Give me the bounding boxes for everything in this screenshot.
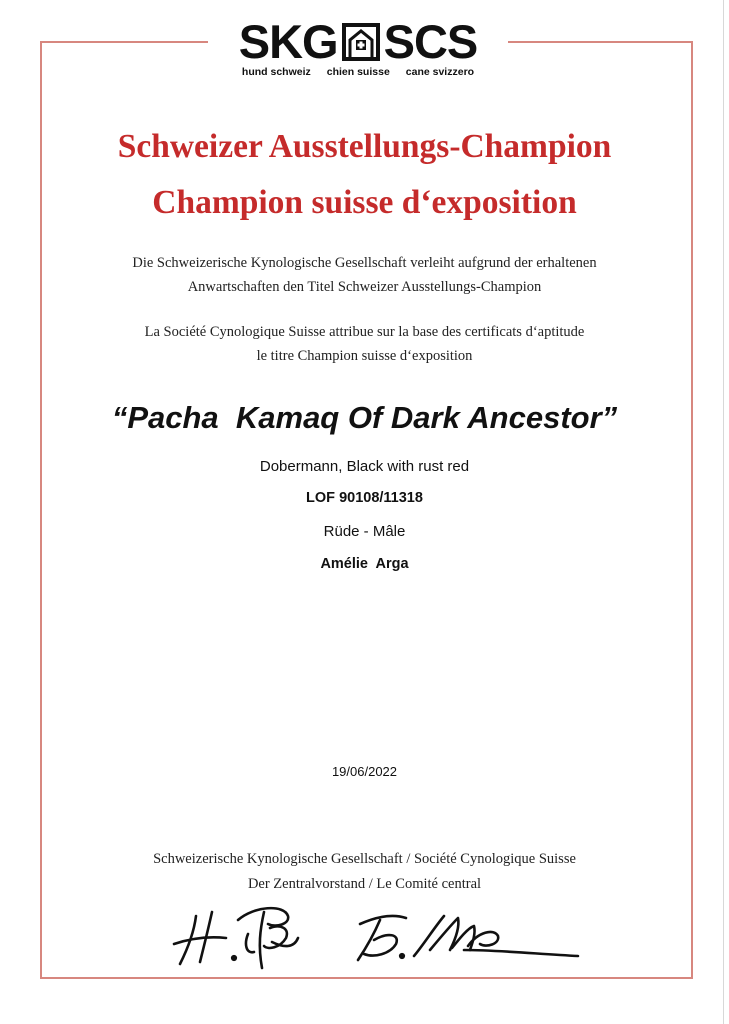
skg-scs-logo: [208, 15, 508, 84]
signatures: [168, 898, 588, 976]
paragraph-german-line: Anwartschaften den Titel Schweizer Ausstellungs-Champion: [187, 279, 542, 295]
logo-skg-text: SKG: [238, 15, 338, 68]
dog-registration: LOF 90108/11318: [306, 490, 423, 506]
dog-name: “Pacha Kamaq Of Dark Ancestor”: [111, 400, 618, 435]
signature-left: [174, 908, 298, 968]
issue-date: 19/06/2022: [331, 764, 398, 779]
paragraph-french: [0, 320, 729, 368]
signature-right: [358, 916, 578, 960]
dog-sex: Rüde - Mâle: [323, 523, 406, 540]
logo-sub-french: chien suisse: [326, 66, 390, 78]
dog-breed: Dobermann, Black with rust red: [259, 458, 470, 475]
title-german: Schweizer Ausstellungs-Champion: [117, 128, 612, 165]
paragraph-french-line: le titre Champion suisse d‘exposition: [256, 348, 473, 364]
logo-scs-text: SCS: [383, 15, 478, 68]
logo-sub-italian: cane svizzero: [405, 66, 475, 78]
logo-languages: [208, 66, 508, 78]
paragraph-german-line: Die Schweizerische Kynologische Gesellschaft verleiht aufgrund der erhaltenen: [132, 255, 597, 271]
footer-board: Der Zentralvorstand / Le Comité central: [247, 876, 482, 892]
title-french: Champion suisse d‘exposition: [152, 184, 577, 221]
paragraph-french-line: La Société Cynologique Suisse attribue sur la base des certificats d‘aptitude: [144, 324, 585, 340]
certificate-frame: [40, 41, 693, 979]
paragraph-german: [0, 251, 729, 299]
footer-organisation: Schweizerische Kynologische Gesellschaft / Société Cynologique Suisse: [153, 851, 576, 867]
swiss-cross-house-icon: [342, 22, 380, 62]
dog-owner: Amélie Arga: [320, 556, 409, 572]
logo-sub-german: hund schweiz: [241, 66, 311, 78]
